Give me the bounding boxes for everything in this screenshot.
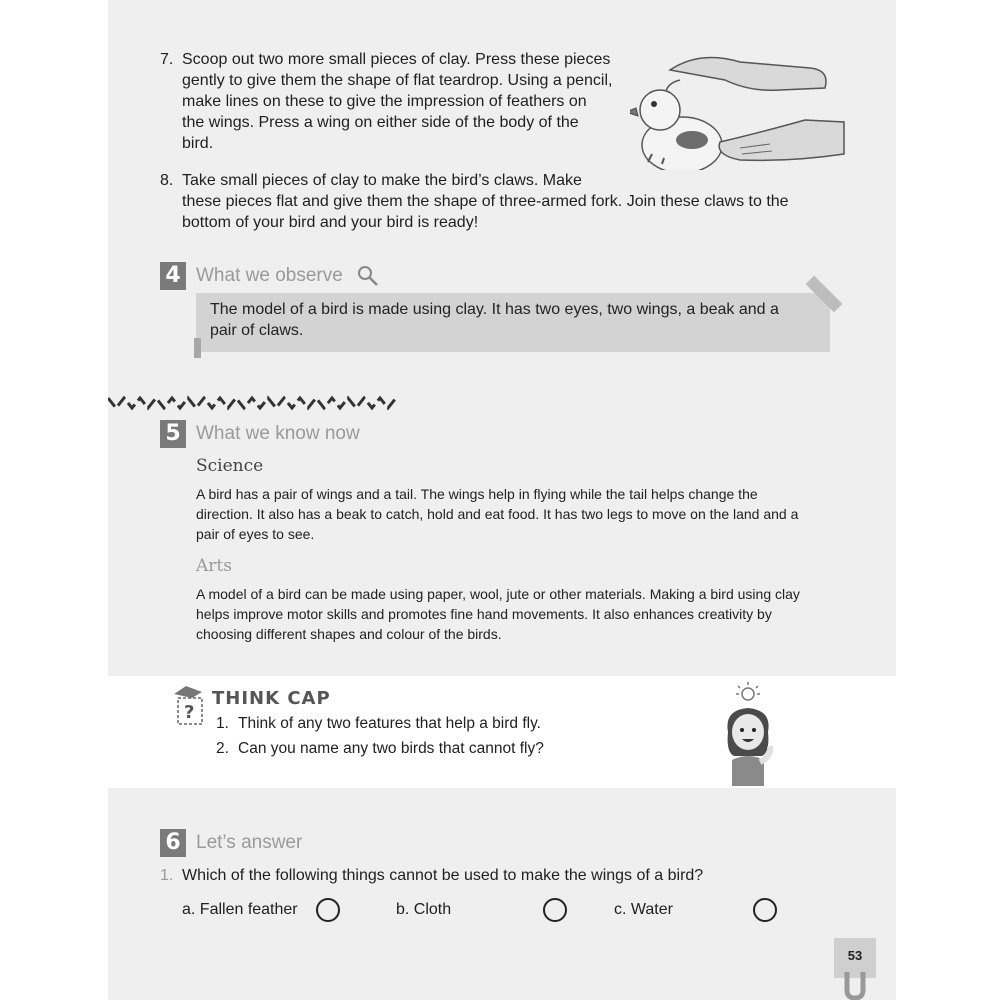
section-number: 4 (160, 262, 186, 290)
think-cap-title: THINK CAP (212, 688, 331, 709)
arts-paragraph (196, 584, 886, 644)
section-heading-know (160, 420, 360, 448)
item-text: Think of any two features that help a bird fly. (238, 715, 541, 732)
observation-box (196, 293, 830, 352)
tape-strip (194, 338, 201, 358)
option-b-label: b. Cloth (396, 901, 452, 918)
clip-icon (842, 972, 868, 1000)
cap-question-icon (172, 684, 206, 726)
textbook-page (108, 0, 896, 1000)
option-a-radio[interactable] (316, 898, 340, 922)
step-line: Take small pieces of clay to make the bird’s claws. Make (182, 172, 582, 189)
arts-heading: Arts (196, 556, 232, 576)
section-title: What we observe (196, 265, 343, 286)
item-text: Can you name any two birds that cannot fly? (238, 740, 544, 757)
option-c-label: c. Water (614, 901, 673, 918)
thinking-girl-illustration (714, 682, 784, 786)
arts-line: helps improve motor skills and promotes fine hand movements. It also enhances creativity by (196, 606, 772, 622)
think-cap-item (216, 712, 541, 736)
hands-clay-bird-illustration (630, 50, 846, 170)
step-number: 7. (160, 51, 174, 68)
section-number: 5 (160, 420, 186, 448)
step-line: bird. (182, 135, 214, 152)
option-a-label: a. Fallen feather (182, 901, 298, 918)
science-line: A bird has a pair of wings and a tail. The wings help in flying while the tail helps change the (196, 486, 758, 502)
think-cap-band (108, 676, 896, 788)
arts-line: choosing different shapes and colour of the birds. (196, 626, 502, 642)
section-title: Let’s answer (196, 832, 303, 853)
option-c-radio[interactable] (753, 898, 777, 922)
question-text: Which of the following things cannot be used to make the wings of a bird? (182, 867, 704, 884)
step-7 (160, 49, 630, 159)
science-heading: Science (196, 456, 264, 476)
item-number: 1. (216, 715, 229, 732)
zigzag-divider (108, 394, 400, 412)
science-paragraph (196, 484, 886, 544)
observation-line: The model of a bird is made using clay. It has two eyes, two wings, a beak and a (210, 301, 779, 318)
observation-line: pair of claws. (210, 322, 304, 339)
section-heading-answer (160, 829, 302, 857)
step-line: make lines on these to give the impression of feathers on (182, 93, 587, 110)
section-heading-observe (160, 262, 379, 290)
magnifier-icon (357, 265, 379, 287)
step-8 (160, 170, 860, 240)
page-number: 53 (847, 948, 863, 963)
section-title: What we know now (196, 423, 360, 444)
step-line: Scoop out two more small pieces of clay. Press these pieces (182, 51, 611, 68)
arts-line: A model of a bird can be made using paper, wool, jute or other materials. Making a bird using clay (196, 586, 800, 602)
science-line: pair of eyes to see. (196, 526, 315, 542)
step-line: the wings. Press a wing on either side of the body of the (182, 114, 579, 131)
step-line: gently to give them the shape of flat teardrop. Using a pencil, (182, 72, 613, 89)
section-number: 6 (160, 829, 186, 857)
think-cap-item (216, 737, 544, 761)
option-b-radio[interactable] (543, 898, 567, 922)
step-line: bottom of your bird and your bird is ready! (182, 214, 479, 231)
item-number: 2. (216, 740, 229, 757)
step-number: 8. (160, 172, 174, 189)
question-number: 1. (160, 867, 174, 884)
question (160, 867, 703, 885)
step-line: these pieces flat and give them the shape of three-armed fork. Join these claws to the (182, 193, 789, 210)
science-line: direction. It also has a beak to catch, hold and eat food. It has two legs to move on the land and a (196, 506, 799, 522)
svg-text:?: ? (184, 702, 195, 723)
